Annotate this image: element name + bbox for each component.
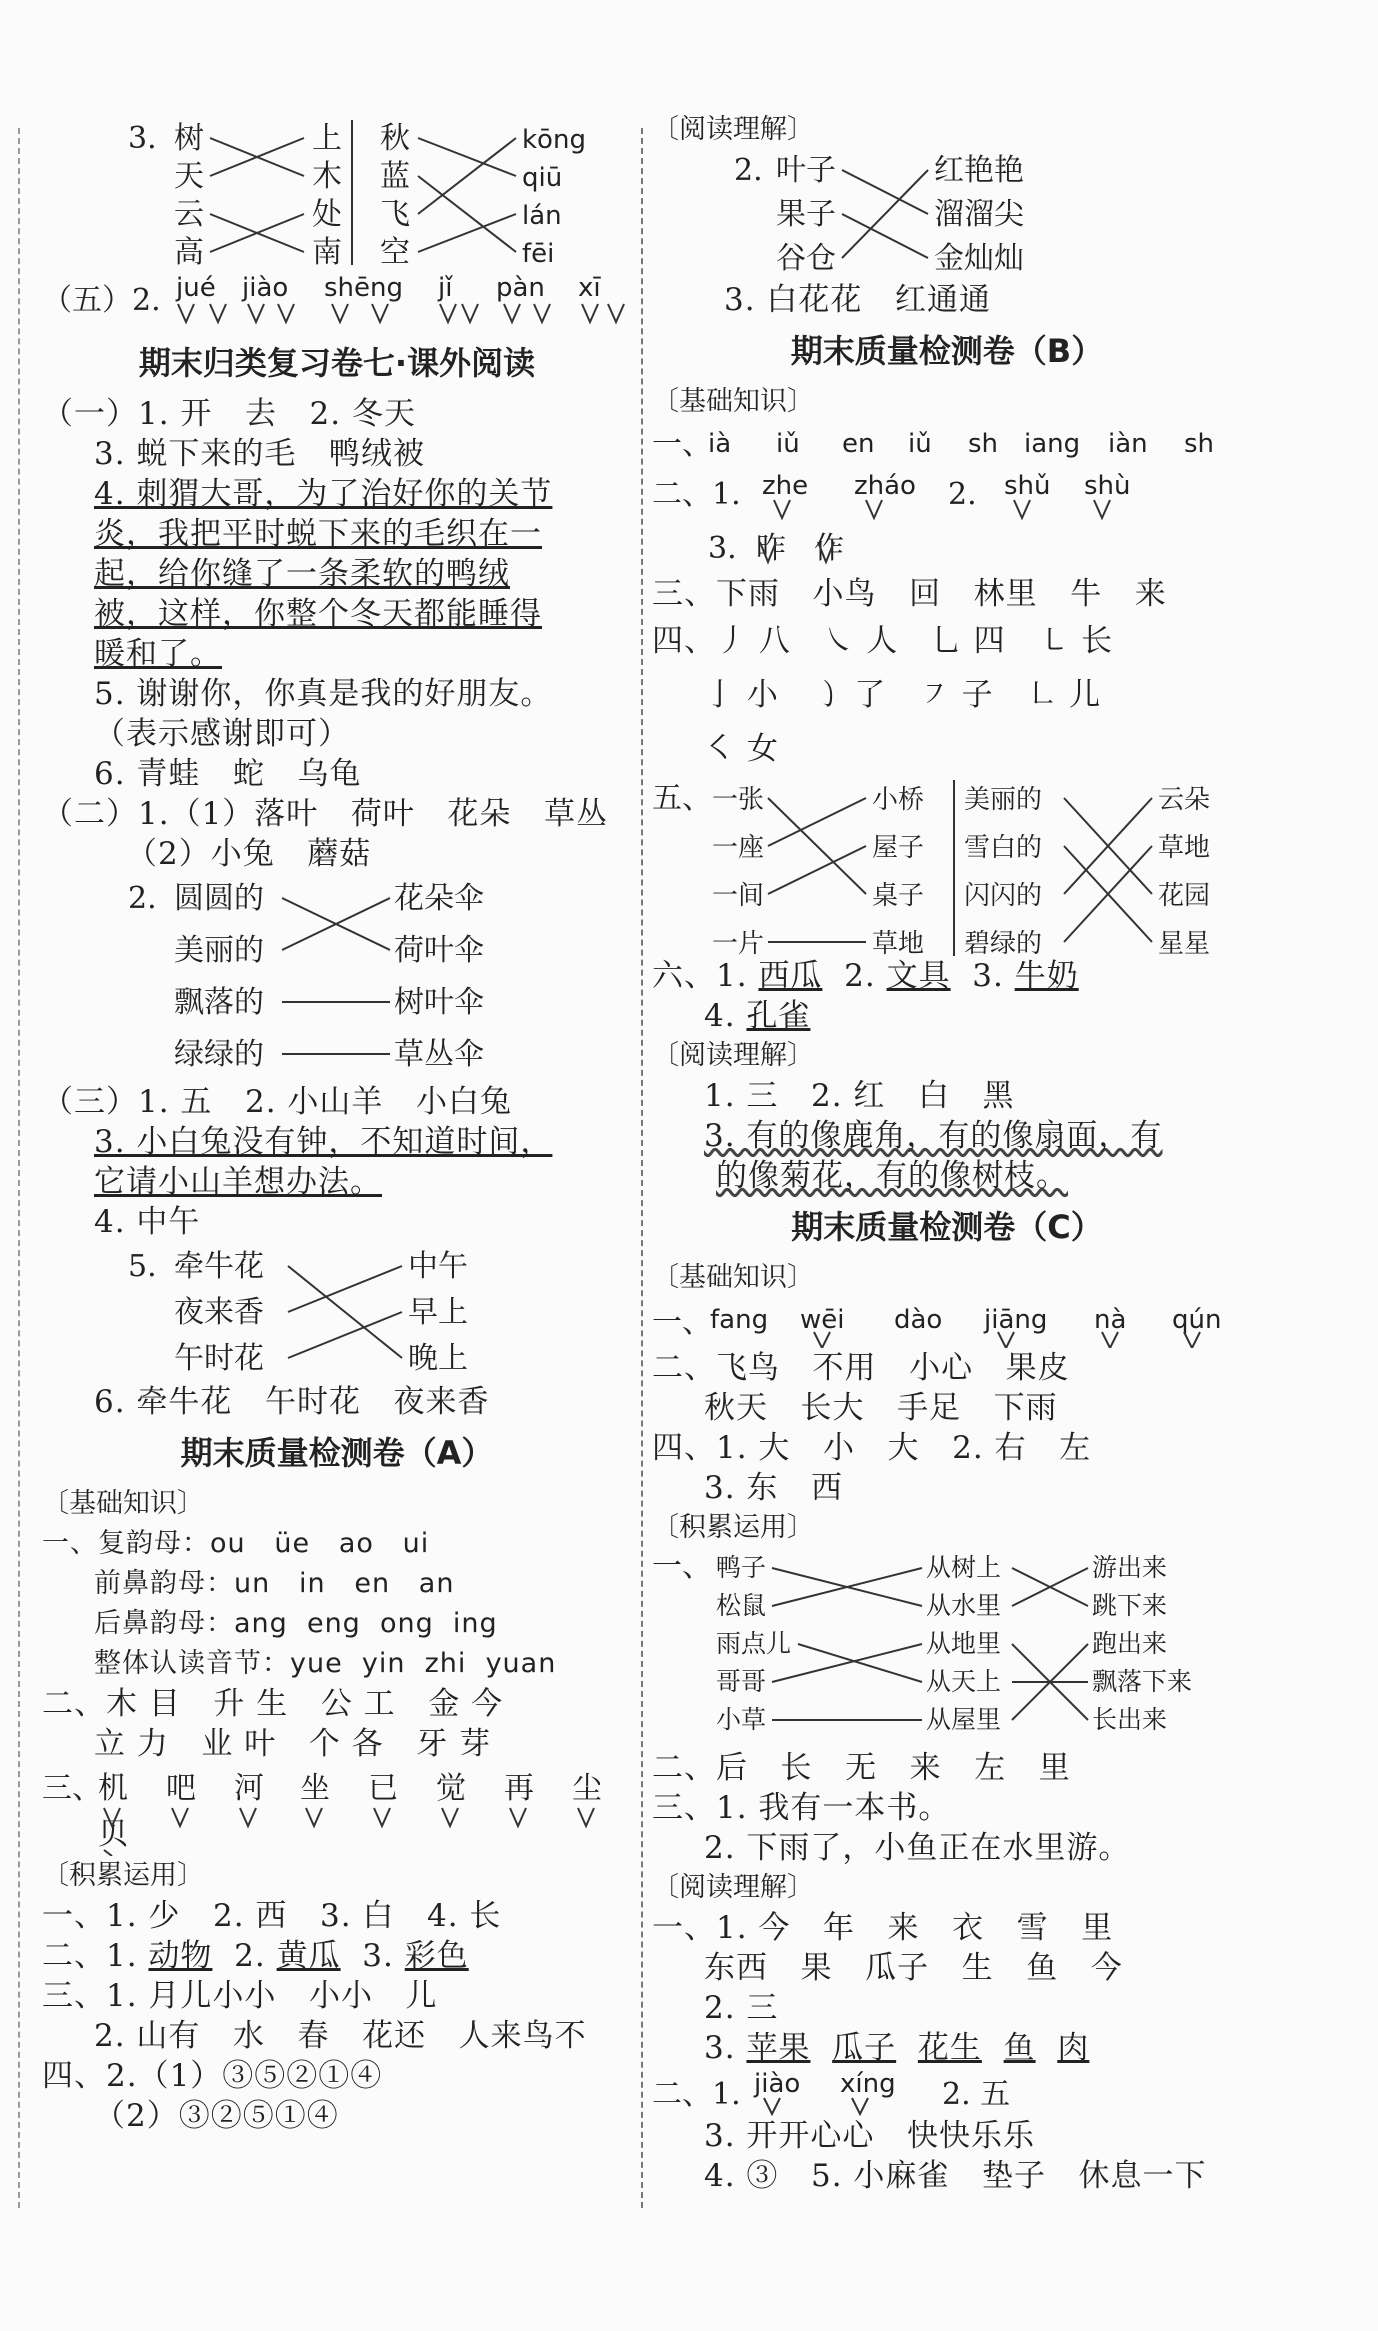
text-line: 一、复韵母：ou üe ao ui xyxy=(42,1528,430,1559)
match-item: qiū xyxy=(522,163,563,193)
matching-c4-svg xyxy=(652,1548,1242,1748)
pinyin: sh xyxy=(1184,429,1215,459)
text-line: 4. 刺猬大哥，为了治好你的关节 xyxy=(94,476,553,512)
match-item: 溜溜尖 xyxy=(934,197,1024,232)
match-item: 从屋里 xyxy=(926,1705,1002,1734)
b3-label: 3. xyxy=(708,531,737,566)
pinyin: pàn xyxy=(496,273,545,303)
left-column xyxy=(42,110,632,2136)
match-item: 树 xyxy=(174,121,204,156)
match-item: 飞 xyxy=(380,197,410,232)
match-line xyxy=(842,170,928,214)
q5-label: （五）2. xyxy=(42,283,161,318)
pinyin: qún xyxy=(1172,1305,1222,1335)
c1-label: 一、 xyxy=(652,1305,712,1340)
answer: 文具 xyxy=(886,958,951,994)
pinyin: jǐ xyxy=(438,273,453,303)
text-line: 东西 果 瓜子 生 鱼 今 xyxy=(704,1950,1123,1986)
pinyin: jiào xyxy=(242,273,289,303)
text-line: 暖和了。 xyxy=(94,636,222,672)
answer: 彩色 xyxy=(404,1938,469,1974)
text-line: 3. 东 西 xyxy=(704,1470,843,1506)
q5-pinyin-svg xyxy=(42,268,632,332)
text-line: 1. 三 2. 红 白 黑 xyxy=(704,1078,1015,1114)
match-item: 叶子 xyxy=(776,153,836,188)
text-line xyxy=(652,2028,1242,2068)
c6-pinyin xyxy=(652,2068,1242,2116)
match-item: 金灿灿 xyxy=(934,241,1024,276)
answer: 动物 xyxy=(148,1938,213,1974)
c1-pinyin xyxy=(652,1298,1242,1348)
pinyin: wēi xyxy=(800,1305,845,1335)
check-marks xyxy=(104,1808,594,1856)
text-line: 起，给你缝了一条柔软的鸭绒 xyxy=(94,556,510,592)
check-marks xyxy=(764,2098,868,2114)
text-line: 它请小山羊想办法。 xyxy=(94,1164,382,1200)
matching-r2 xyxy=(652,150,1242,280)
char: 坐 xyxy=(300,1771,330,1806)
char: 作 xyxy=(814,531,844,566)
text: 3. xyxy=(340,1938,405,1974)
match-item: kōng xyxy=(522,125,586,155)
match-item: 飘落的 xyxy=(174,985,264,1020)
char: 贝 xyxy=(98,1817,128,1852)
text-line: 被，这样，你整个冬天都能睡得 xyxy=(94,596,542,632)
q3-label: 3. xyxy=(128,121,157,156)
match-item: 上 xyxy=(312,121,342,156)
match-line xyxy=(288,1312,402,1358)
match-item: 松鼠 xyxy=(716,1591,767,1620)
text xyxy=(1036,2030,1058,2066)
matching-q3-svg xyxy=(42,110,632,268)
pinyin: jiào xyxy=(754,2069,801,2099)
text-line: 一、1. 今 年 来 衣 雪 里 xyxy=(652,1910,1114,1946)
text: 2. xyxy=(822,958,887,994)
match-item: 木 xyxy=(312,159,342,194)
match-item: 哥哥 xyxy=(716,1667,767,1696)
pinyin: shēng xyxy=(324,273,404,303)
match-item: 绿绿的 xyxy=(174,1037,264,1072)
text: 2. xyxy=(212,1938,277,1974)
char: 尘 xyxy=(572,1771,602,1806)
pinyin: ià xyxy=(708,429,732,459)
text-line xyxy=(42,1936,632,1976)
text-line: 后鼻韵母：ang eng ong ing xyxy=(94,1608,498,1639)
char: 再 xyxy=(504,1771,534,1806)
match-item: 一间 xyxy=(712,881,765,911)
a3-chars xyxy=(42,1764,632,1856)
b6-label: 五、 xyxy=(652,781,712,816)
c6-rest: 2. 五 xyxy=(942,2077,1011,2112)
match-item: 谷仓 xyxy=(776,241,836,276)
char: 已 xyxy=(368,1771,398,1806)
match-item: 跑出来 xyxy=(1092,1629,1168,1658)
match-item: 天 xyxy=(174,159,204,194)
match-item: 美丽的 xyxy=(174,933,264,968)
match-line xyxy=(842,170,928,258)
text-line: 2. 山有 水 春 花还 人来鸟不 xyxy=(94,2018,587,2054)
answer: 瓜子 xyxy=(832,2030,897,2066)
text-line: 四、丿 八 ㇏ 人 乚 四 ㇄ 长 xyxy=(652,623,1114,659)
b2-mid: 2. xyxy=(948,477,977,512)
text-line: 三、1. 月儿小小 小小 儿 xyxy=(42,1978,438,2014)
match-item: 小桥 xyxy=(872,785,925,815)
match-item: 一座 xyxy=(712,833,765,863)
pinyin: jiāng xyxy=(984,1305,1048,1335)
answer: 苹果 xyxy=(746,2030,811,2066)
match-item: 蓝 xyxy=(380,159,410,194)
text-line: （二）1.（1）落叶 荷叶 花朵 草丛 xyxy=(42,796,608,832)
match-item: 小草 xyxy=(716,1705,767,1734)
match-item: 树叶伞 xyxy=(394,985,484,1020)
match-item: 云 xyxy=(174,197,204,232)
pinyin: nà xyxy=(1094,1305,1127,1335)
answer: 肉 xyxy=(1057,2030,1090,2066)
text-line: 整体认读音节：yue yin zhi yuan xyxy=(94,1648,557,1679)
match-item: 草地 xyxy=(1158,833,1211,863)
char: 机 xyxy=(98,1771,128,1806)
pinyin: shù xyxy=(1084,471,1131,501)
answer: 黄瓜 xyxy=(276,1938,341,1974)
matching-c4 xyxy=(652,1548,1242,1748)
b1-label: 一、 xyxy=(652,427,712,462)
match-line xyxy=(288,1266,402,1358)
match-item: 草丛伞 xyxy=(394,1037,484,1072)
text-line: 4. ③ 5. 小麻雀 垫子 休息一下 xyxy=(704,2158,1207,2194)
subsection-head: 〔基础知识〕 xyxy=(42,1488,204,1519)
matching-s2 xyxy=(42,874,632,1082)
pinyin: iang xyxy=(1024,429,1081,459)
match-item: 雪白的 xyxy=(964,833,1043,863)
text-line: （2）③②⑤①④ xyxy=(94,2098,339,2134)
text-line: 炎，我把平时蜕下来的毛织在一 xyxy=(94,516,542,552)
a3-chars-svg xyxy=(42,1764,632,1856)
match-item: 一片 xyxy=(712,929,765,956)
text-line: 三、下雨 小鸟 回 林里 牛 来 xyxy=(652,576,1167,612)
matching-q3 xyxy=(42,110,632,268)
match-item: 美丽的 xyxy=(964,785,1043,815)
subsection-head: 〔基础知识〕 xyxy=(652,386,814,417)
text-line: 3. 蜕下来的毛 鸭绒被 xyxy=(94,436,425,472)
text-line: （表示感谢即可） xyxy=(94,716,350,752)
answer: 花生 xyxy=(917,2030,982,2066)
subsection-head: 〔基础知识〕 xyxy=(652,1262,814,1293)
pinyin: xíng xyxy=(840,2069,896,2099)
check-marks xyxy=(178,304,624,322)
text: 六、1. xyxy=(652,958,759,994)
match-item: 红艳艳 xyxy=(934,153,1024,188)
text: 3. xyxy=(704,2030,747,2066)
text-line: 6. 青蛙 蛇 乌龟 xyxy=(94,756,362,792)
text-line: 3. 小白兔没有钟，不知道时间， xyxy=(94,1124,553,1160)
text-line: 二、后 长 无 来 左 里 xyxy=(652,1750,1071,1786)
pinyin: en xyxy=(842,429,875,459)
section-title: 期末质量检测卷（A） xyxy=(180,1434,494,1472)
text: 二、1. xyxy=(42,1938,149,1974)
match-line xyxy=(768,798,866,894)
answer: 西瓜 xyxy=(758,958,823,994)
match-item: 花朵伞 xyxy=(394,881,484,916)
match-item: 从天上 xyxy=(926,1667,1002,1696)
r2-label: 2. xyxy=(734,153,763,188)
match-item: 闪闪的 xyxy=(964,881,1043,911)
text: 4. xyxy=(704,998,747,1034)
b1-pinyin-svg xyxy=(652,422,1242,464)
match-item: fēi xyxy=(522,239,555,268)
section-title: 期末质量检测卷（C） xyxy=(791,1208,1103,1246)
right-column xyxy=(652,110,1242,2196)
text-line: 3. 白花花 红通通 xyxy=(724,282,991,318)
text-line: 6. 牵牛花 午时花 夜来香 xyxy=(94,1384,490,1420)
pinyin: jué xyxy=(176,273,216,303)
match-line xyxy=(768,798,866,846)
match-line xyxy=(772,1644,922,1682)
b2-pinyin xyxy=(652,464,1242,520)
matching-s3-svg xyxy=(42,1242,632,1382)
match-item: 飘落下来 xyxy=(1092,1667,1193,1696)
b3-chars xyxy=(652,520,1242,574)
subsection-head: 〔阅读理解〕 xyxy=(652,114,814,145)
check-marks xyxy=(774,500,1110,518)
text-line: 二、木 目 升 生 公 工 金 今 xyxy=(42,1686,504,1722)
b2-pinyin-svg xyxy=(652,464,1242,520)
pinyin: zháo xyxy=(854,471,916,501)
text-line: 的像菊花，有的像树枝。 xyxy=(716,1158,1068,1194)
text xyxy=(896,2030,918,2066)
matching-b6-svg xyxy=(652,776,1242,956)
match-line xyxy=(418,176,516,252)
char: 昨 xyxy=(756,531,786,566)
match-item: 长出来 xyxy=(1092,1705,1168,1734)
c4-label: 一、 xyxy=(652,1549,712,1584)
match-item: 花园 xyxy=(1158,881,1211,911)
text xyxy=(982,2030,1004,2066)
matching-r2-svg xyxy=(652,150,1242,280)
text-line: 一、1. 少 2. 西 3. 白 4. 长 xyxy=(42,1898,502,1934)
text-line: 三、1. 我有一本书。 xyxy=(652,1790,951,1826)
text-line: （三）1. 五 2. 小山羊 小白兔 xyxy=(42,1084,512,1120)
text-line: 四、2.（1）③⑤②①④ xyxy=(42,2058,383,2094)
match-item: 中午 xyxy=(408,1249,468,1284)
pinyin: zhe xyxy=(762,471,809,501)
matching-b6 xyxy=(652,776,1242,956)
s2-label: 2. xyxy=(128,881,157,916)
c6-label: 二、1. xyxy=(652,2077,741,2112)
match-item: 游出来 xyxy=(1092,1553,1168,1582)
answer: 鱼 xyxy=(1003,2030,1036,2066)
match-line xyxy=(418,214,516,252)
match-item: 荷叶伞 xyxy=(394,933,484,968)
b2-label: 二、1. xyxy=(652,477,741,512)
match-item: 跳下来 xyxy=(1092,1591,1168,1620)
match-item: 星星 xyxy=(1158,929,1211,956)
text-line: 3. 开开心心 快快乐乐 xyxy=(704,2118,1035,2154)
text-line: （2）小兔 蘑菇 xyxy=(126,836,372,872)
text: 3. xyxy=(950,958,1015,994)
section-title: 期末质量检测卷（B） xyxy=(790,332,1104,370)
text-line: 立 力 业 叶 个 各 牙 芽 xyxy=(94,1726,492,1762)
text-line xyxy=(652,956,1242,996)
match-item: lán xyxy=(522,201,562,231)
match-item: 一张 xyxy=(712,785,765,815)
match-item: 鸭子 xyxy=(716,1553,767,1582)
match-line xyxy=(418,138,516,214)
char: 河 xyxy=(234,1771,264,1806)
char: 觉 xyxy=(436,1771,466,1806)
match-item: 夜来香 xyxy=(174,1295,264,1330)
match-item: 圆圆的 xyxy=(174,881,264,916)
char: 吧 xyxy=(166,1771,196,1806)
text-line xyxy=(652,996,1242,1036)
match-line xyxy=(418,138,516,176)
match-item: 晚上 xyxy=(408,1341,468,1376)
match-line xyxy=(768,846,866,894)
pinyin: sh xyxy=(968,429,999,459)
text-line: 亅 小 ㇁ 了 ㇇ 子 ㇗ 儿 xyxy=(704,677,1102,713)
match-item: 屋子 xyxy=(872,833,925,863)
match-item: 秋 xyxy=(380,121,410,156)
matching-s2-svg xyxy=(42,874,632,1082)
left-margin-line xyxy=(18,128,20,2208)
text-line: ㇛ 女 xyxy=(704,731,779,767)
match-item: 南 xyxy=(312,235,342,268)
q5-pinyin xyxy=(42,268,632,332)
subsection-head: 〔积累运用〕 xyxy=(42,1860,204,1891)
matching-s3 xyxy=(42,1242,632,1382)
match-item: 从地里 xyxy=(926,1629,1002,1658)
pinyin: iǔ xyxy=(908,429,932,459)
pinyin: iàn xyxy=(1108,429,1148,459)
match-item: 处 xyxy=(312,197,342,232)
text-line: 4. 中午 xyxy=(94,1204,201,1240)
match-item: 从树上 xyxy=(926,1553,1002,1582)
subsection-head: 〔阅读理解〕 xyxy=(652,1872,814,1903)
subsection-head: 〔阅读理解〕 xyxy=(652,1040,814,1071)
pinyin: iǔ xyxy=(776,429,800,459)
pinyin: dào xyxy=(894,1305,943,1335)
match-item: 桌子 xyxy=(872,881,925,911)
c1-pinyin-svg xyxy=(652,1298,1242,1348)
section-title: 期末归类复习卷七·课外阅读 xyxy=(138,344,536,382)
match-item: 空 xyxy=(380,235,410,268)
answer: 孔雀 xyxy=(746,998,811,1034)
b1-pinyin xyxy=(652,422,1242,464)
match-item: 午时花 xyxy=(174,1341,264,1376)
subsection-head: 〔积累运用〕 xyxy=(652,1512,814,1543)
match-item: 牵牛花 xyxy=(174,1249,264,1284)
s3-label: 5. xyxy=(128,1249,157,1284)
text xyxy=(810,2030,832,2066)
match-item: 早上 xyxy=(408,1295,468,1330)
text-line: 四、1. 大 小 大 2. 右 左 xyxy=(652,1430,1092,1466)
text-line: 前鼻韵母：un in en an xyxy=(94,1568,455,1599)
text-line: 2. 三 xyxy=(704,1990,779,2026)
pinyin: fang xyxy=(710,1305,769,1335)
text-line: 3. 有的像鹿角，有的像扇面，有 xyxy=(704,1118,1163,1154)
column-divider xyxy=(641,128,643,2208)
b3-chars-svg xyxy=(652,520,1242,574)
answer: 牛奶 xyxy=(1014,958,1079,994)
pinyin: shǔ xyxy=(1004,471,1051,501)
match-line xyxy=(842,214,928,258)
text-line: 5. 谢谢你，你真是我的好朋友。 xyxy=(94,676,553,712)
text-line: （一）1. 开 去 2. 冬天 xyxy=(42,396,416,432)
match-item: 雨点儿 xyxy=(716,1629,792,1658)
match-item: 从水里 xyxy=(926,1591,1002,1620)
pinyin: xī xyxy=(578,273,601,303)
match-line xyxy=(288,1266,402,1312)
match-item: 草地 xyxy=(872,929,925,956)
text-line: 秋天 长大 手足 下雨 xyxy=(704,1390,1058,1426)
match-item: 高 xyxy=(174,235,204,268)
match-item: 果子 xyxy=(776,197,836,232)
text-line: 二、飞鸟 不用 小心 果皮 xyxy=(652,1350,1070,1386)
match-item: 碧绿的 xyxy=(964,929,1043,956)
a3-label: 三、 xyxy=(42,1771,102,1806)
match-item: 云朵 xyxy=(1158,785,1211,815)
text-line: 2. 下雨了，小鱼正在水里游。 xyxy=(704,1830,1131,1866)
c6-pinyin-svg xyxy=(652,2068,1242,2116)
